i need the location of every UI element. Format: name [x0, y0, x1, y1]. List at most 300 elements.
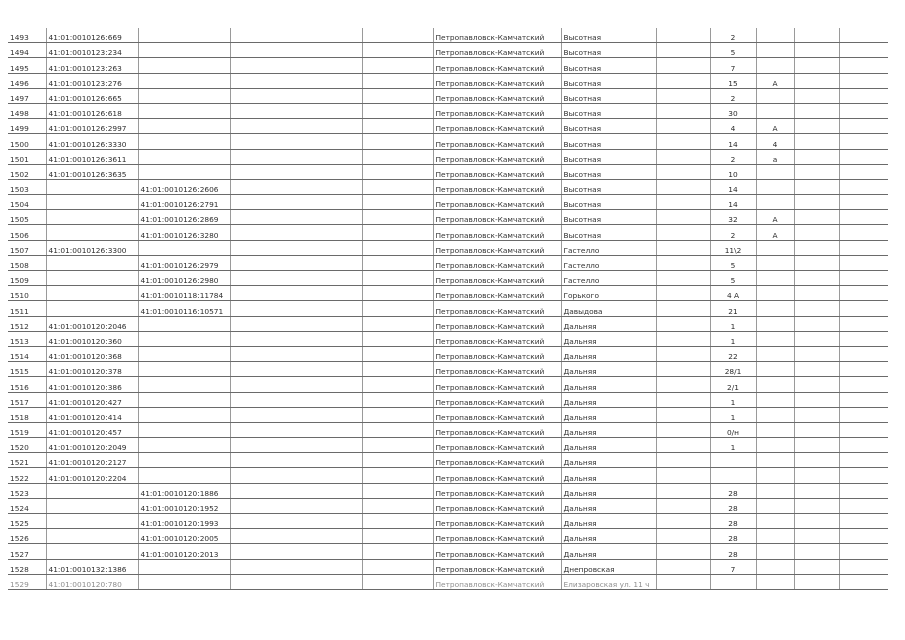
- row-number-cell: 1497: [8, 88, 46, 103]
- empty-cell: [362, 514, 433, 529]
- empty-cell: [656, 559, 710, 574]
- empty-cell: [656, 392, 710, 407]
- city-cell: Петропавловск-Камчатский: [433, 179, 561, 194]
- house-number-cell: 10: [710, 164, 756, 179]
- cadastral-number-cell: 41:01:0010120:414: [46, 407, 138, 422]
- house-number-cell: 1: [710, 316, 756, 331]
- table-row: [8, 468, 888, 483]
- cadastral-number-cell: [46, 255, 138, 270]
- cadastral-number-cell: [46, 529, 138, 544]
- empty-cell: [230, 43, 362, 58]
- cadastral-number-alt-cell: 41:01:0010126:2606: [138, 179, 230, 194]
- street-cell: Высотная: [561, 119, 656, 134]
- table-row: [8, 179, 888, 194]
- empty-cell: [839, 119, 888, 134]
- house-number-cell: 15: [710, 73, 756, 88]
- table-row: [8, 301, 888, 316]
- empty-cell: [794, 43, 839, 58]
- empty-cell: [230, 210, 362, 225]
- building-letter-cell: А: [756, 73, 794, 88]
- cadastral-number-alt-cell: 41:01:0010120:1952: [138, 498, 230, 513]
- table-row: [8, 73, 888, 88]
- building-letter-cell: [756, 377, 794, 392]
- cadastral-number-alt-cell: 41:01:0010120:2005: [138, 529, 230, 544]
- city-cell: Петропавловск-Камчатский: [433, 346, 561, 361]
- empty-cell: [656, 468, 710, 483]
- city-cell: Петропавловск-Камчатский: [433, 88, 561, 103]
- cadastral-number-cell: 41:01:0010126:618: [46, 103, 138, 118]
- empty-cell: [839, 438, 888, 453]
- empty-cell: [362, 255, 433, 270]
- house-number-cell: 14: [710, 134, 756, 149]
- building-letter-cell: А: [756, 119, 794, 134]
- cadastral-number-cell: 41:01:0010120:2204: [46, 468, 138, 483]
- cadastral-number-alt-cell: [138, 103, 230, 118]
- cadastral-number-cell: 41:01:0010126:3300: [46, 240, 138, 255]
- cadastral-number-cell: [46, 483, 138, 498]
- building-letter-cell: [756, 88, 794, 103]
- building-letter-cell: [756, 559, 794, 574]
- city-cell: Петропавловск-Камчатский: [433, 392, 561, 407]
- city-cell: Петропавловск-Камчатский: [433, 43, 561, 58]
- street-cell: Дальняя: [561, 346, 656, 361]
- empty-cell: [230, 286, 362, 301]
- cadastral-number-alt-cell: [138, 316, 230, 331]
- empty-cell: [794, 271, 839, 286]
- empty-cell: [362, 301, 433, 316]
- empty-cell: [839, 331, 888, 346]
- cadastral-number-cell: 41:01:0010132:1386: [46, 559, 138, 574]
- cadastral-number-cell: 41:01:0010126:2997: [46, 119, 138, 134]
- row-number-cell: 1517: [8, 392, 46, 407]
- house-number-cell: [710, 468, 756, 483]
- empty-cell: [230, 103, 362, 118]
- empty-cell: [362, 179, 433, 194]
- table-row: [8, 316, 888, 331]
- empty-cell: [839, 195, 888, 210]
- empty-cell: [839, 498, 888, 513]
- empty-cell: [839, 255, 888, 270]
- row-number-cell: 1499: [8, 119, 46, 134]
- row-number-cell: 1498: [8, 103, 46, 118]
- city-cell: Петропавловск-Камчатский: [433, 498, 561, 513]
- row-number-cell: 1501: [8, 149, 46, 164]
- empty-cell: [794, 195, 839, 210]
- house-number-cell: 1: [710, 407, 756, 422]
- empty-cell: [794, 58, 839, 73]
- row-number-cell: 1494: [8, 43, 46, 58]
- empty-cell: [230, 574, 362, 589]
- house-number-cell: 28: [710, 483, 756, 498]
- empty-cell: [656, 301, 710, 316]
- empty-cell: [839, 58, 888, 73]
- empty-cell: [230, 377, 362, 392]
- table-row: [8, 88, 888, 103]
- house-number-cell: 21: [710, 301, 756, 316]
- empty-cell: [839, 149, 888, 164]
- cadastral-number-alt-cell: [138, 574, 230, 589]
- empty-cell: [794, 119, 839, 134]
- empty-cell: [839, 544, 888, 559]
- row-number-cell: 1509: [8, 271, 46, 286]
- empty-cell: [230, 453, 362, 468]
- empty-cell: [839, 301, 888, 316]
- table-row: [8, 498, 888, 513]
- empty-cell: [839, 316, 888, 331]
- empty-cell: [362, 164, 433, 179]
- empty-cell: [656, 271, 710, 286]
- table-row: [8, 362, 888, 377]
- cadastral-number-cell: [46, 286, 138, 301]
- cadastral-number-cell: 41:01:0010126:665: [46, 88, 138, 103]
- empty-cell: [656, 164, 710, 179]
- street-cell: Высотная: [561, 225, 656, 240]
- empty-cell: [230, 498, 362, 513]
- cadastral-number-cell: 41:01:0010126:3635: [46, 164, 138, 179]
- empty-cell: [656, 286, 710, 301]
- building-letter-cell: [756, 514, 794, 529]
- cadastral-number-cell: 41:01:0010120:457: [46, 422, 138, 437]
- empty-cell: [794, 514, 839, 529]
- empty-cell: [230, 195, 362, 210]
- row-number-cell: 1512: [8, 316, 46, 331]
- table-row: [8, 149, 888, 164]
- house-number-cell: 0/н: [710, 422, 756, 437]
- table-row: [8, 544, 888, 559]
- table-row: [8, 483, 888, 498]
- street-cell: Высотная: [561, 88, 656, 103]
- cadastral-number-cell: 41:01:0010120:427: [46, 392, 138, 407]
- empty-cell: [794, 28, 839, 43]
- empty-cell: [839, 362, 888, 377]
- city-cell: Петропавловск-Камчатский: [433, 377, 561, 392]
- city-cell: Петропавловск-Камчатский: [433, 529, 561, 544]
- empty-cell: [230, 73, 362, 88]
- table-row: [8, 225, 888, 240]
- empty-cell: [362, 58, 433, 73]
- empty-cell: [656, 179, 710, 194]
- empty-cell: [839, 453, 888, 468]
- empty-cell: [794, 255, 839, 270]
- building-letter-cell: [756, 331, 794, 346]
- cadastral-number-alt-cell: [138, 559, 230, 574]
- house-number-cell: 5: [710, 271, 756, 286]
- cadastral-number-alt-cell: 41:01:0010126:2791: [138, 195, 230, 210]
- house-number-cell: 22: [710, 346, 756, 361]
- street-cell: Елизаровская ул. 11 ч: [561, 574, 656, 589]
- empty-cell: [839, 73, 888, 88]
- row-number-cell: 1519: [8, 422, 46, 437]
- empty-cell: [230, 316, 362, 331]
- empty-cell: [656, 43, 710, 58]
- empty-cell: [839, 134, 888, 149]
- cadastral-number-cell: [46, 514, 138, 529]
- street-cell: Дальняя: [561, 514, 656, 529]
- cadastral-number-alt-cell: [138, 407, 230, 422]
- building-letter-cell: [756, 422, 794, 437]
- empty-cell: [230, 438, 362, 453]
- table-row: [8, 134, 888, 149]
- empty-cell: [794, 149, 839, 164]
- empty-cell: [230, 483, 362, 498]
- empty-cell: [839, 286, 888, 301]
- empty-cell: [656, 195, 710, 210]
- empty-cell: [794, 468, 839, 483]
- building-letter-cell: [756, 468, 794, 483]
- city-cell: Петропавловск-Камчатский: [433, 210, 561, 225]
- row-number-cell: 1526: [8, 529, 46, 544]
- empty-cell: [794, 498, 839, 513]
- building-letter-cell: [756, 58, 794, 73]
- house-number-cell: 2: [710, 149, 756, 164]
- street-cell: Дальняя: [561, 362, 656, 377]
- table-row: [8, 210, 888, 225]
- city-cell: Петропавловск-Камчатский: [433, 149, 561, 164]
- building-letter-cell: [756, 529, 794, 544]
- city-cell: Петропавловск-Камчатский: [433, 164, 561, 179]
- table-row: [8, 453, 888, 468]
- cadastral-number-alt-cell: [138, 119, 230, 134]
- cadastral-number-cell: [46, 179, 138, 194]
- empty-cell: [839, 559, 888, 574]
- cadastral-number-cell: 41:01:0010123:263: [46, 58, 138, 73]
- cadastral-number-alt-cell: [138, 58, 230, 73]
- empty-cell: [362, 483, 433, 498]
- cadastral-number-alt-cell: 41:01:0010116:10571: [138, 301, 230, 316]
- city-cell: Петропавловск-Камчатский: [433, 58, 561, 73]
- empty-cell: [839, 377, 888, 392]
- empty-cell: [794, 453, 839, 468]
- empty-cell: [362, 574, 433, 589]
- empty-cell: [362, 422, 433, 437]
- building-letter-cell: [756, 407, 794, 422]
- empty-cell: [839, 164, 888, 179]
- street-cell: Давыдова: [561, 301, 656, 316]
- empty-cell: [794, 346, 839, 361]
- house-number-cell: 28/1: [710, 362, 756, 377]
- empty-cell: [230, 407, 362, 422]
- city-cell: Петропавловск-Камчатский: [433, 28, 561, 43]
- cadastral-number-alt-cell: 41:01:0010126:2980: [138, 271, 230, 286]
- table-row: [8, 559, 888, 574]
- cadastral-number-alt-cell: [138, 422, 230, 437]
- empty-cell: [362, 316, 433, 331]
- empty-cell: [230, 544, 362, 559]
- house-number-cell: 7: [710, 559, 756, 574]
- empty-cell: [656, 58, 710, 73]
- street-cell: Дальняя: [561, 438, 656, 453]
- street-cell: Высотная: [561, 179, 656, 194]
- empty-cell: [794, 103, 839, 118]
- house-number-cell: 28: [710, 529, 756, 544]
- empty-cell: [362, 392, 433, 407]
- row-number-cell: 1515: [8, 362, 46, 377]
- empty-cell: [362, 28, 433, 43]
- empty-cell: [839, 392, 888, 407]
- empty-cell: [362, 149, 433, 164]
- empty-cell: [362, 88, 433, 103]
- building-letter-cell: [756, 301, 794, 316]
- house-number-cell: 5: [710, 43, 756, 58]
- cadastral-number-cell: 41:01:0010120:386: [46, 377, 138, 392]
- street-cell: Дальняя: [561, 331, 656, 346]
- row-number-cell: 1528: [8, 559, 46, 574]
- street-cell: Высотная: [561, 103, 656, 118]
- empty-cell: [794, 331, 839, 346]
- empty-cell: [362, 468, 433, 483]
- building-letter-cell: а: [756, 149, 794, 164]
- empty-cell: [656, 88, 710, 103]
- table-row: [8, 392, 888, 407]
- empty-cell: [362, 119, 433, 134]
- empty-cell: [794, 362, 839, 377]
- table-row: [8, 240, 888, 255]
- table-row: [8, 103, 888, 118]
- empty-cell: [656, 331, 710, 346]
- cadastral-number-alt-cell: [138, 28, 230, 43]
- table-row: [8, 119, 888, 134]
- table-row: [8, 438, 888, 453]
- cadastral-number-alt-cell: [138, 149, 230, 164]
- building-letter-cell: [756, 544, 794, 559]
- empty-cell: [794, 134, 839, 149]
- row-number-cell: 1505: [8, 210, 46, 225]
- empty-cell: [230, 58, 362, 73]
- empty-cell: [839, 529, 888, 544]
- cadastral-number-cell: [46, 301, 138, 316]
- city-cell: Петропавловск-Камчатский: [433, 316, 561, 331]
- house-number-cell: 5: [710, 255, 756, 270]
- empty-cell: [839, 468, 888, 483]
- cadastral-number-cell: 41:01:0010120:780: [46, 574, 138, 589]
- empty-cell: [230, 392, 362, 407]
- empty-cell: [230, 514, 362, 529]
- empty-cell: [656, 574, 710, 589]
- street-cell: Горького: [561, 286, 656, 301]
- house-number-cell: 11\2: [710, 240, 756, 255]
- table-row: [8, 164, 888, 179]
- city-cell: Петропавловск-Камчатский: [433, 574, 561, 589]
- empty-cell: [656, 210, 710, 225]
- house-number-cell: 2/1: [710, 377, 756, 392]
- empty-cell: [656, 73, 710, 88]
- city-cell: Петропавловск-Камчатский: [433, 407, 561, 422]
- table-row: [8, 377, 888, 392]
- building-letter-cell: [756, 240, 794, 255]
- cadastral-number-alt-cell: [138, 134, 230, 149]
- table-row: [8, 574, 888, 589]
- house-number-cell: 28: [710, 498, 756, 513]
- street-cell: Гастелло: [561, 255, 656, 270]
- street-cell: Высотная: [561, 58, 656, 73]
- empty-cell: [362, 73, 433, 88]
- building-letter-cell: [756, 286, 794, 301]
- building-letter-cell: [756, 483, 794, 498]
- house-number-cell: [710, 574, 756, 589]
- street-cell: Высотная: [561, 164, 656, 179]
- table-row: [8, 346, 888, 361]
- empty-cell: [656, 483, 710, 498]
- cadastral-number-alt-cell: 41:01:0010120:2013: [138, 544, 230, 559]
- street-cell: Днепровская: [561, 559, 656, 574]
- empty-cell: [794, 392, 839, 407]
- empty-cell: [656, 28, 710, 43]
- row-number-cell: 1522: [8, 468, 46, 483]
- street-cell: Высотная: [561, 43, 656, 58]
- cadastral-number-cell: 41:01:0010126:3330: [46, 134, 138, 149]
- table-row: [8, 43, 888, 58]
- empty-cell: [230, 225, 362, 240]
- street-cell: Дальняя: [561, 544, 656, 559]
- building-letter-cell: [756, 453, 794, 468]
- city-cell: Петропавловск-Камчатский: [433, 225, 561, 240]
- empty-cell: [362, 103, 433, 118]
- city-cell: Петропавловск-Камчатский: [433, 103, 561, 118]
- street-cell: Высотная: [561, 28, 656, 43]
- row-number-cell: 1525: [8, 514, 46, 529]
- city-cell: Петропавловск-Камчатский: [433, 271, 561, 286]
- building-letter-cell: [756, 103, 794, 118]
- empty-cell: [839, 422, 888, 437]
- building-letter-cell: [756, 362, 794, 377]
- city-cell: Петропавловск-Камчатский: [433, 559, 561, 574]
- cadastral-number-cell: 41:01:0010126:669: [46, 28, 138, 43]
- table-row: [8, 407, 888, 422]
- building-letter-cell: [756, 438, 794, 453]
- building-letter-cell: [756, 179, 794, 194]
- empty-cell: [839, 179, 888, 194]
- empty-cell: [230, 362, 362, 377]
- cadastral-number-cell: [46, 498, 138, 513]
- street-cell: Дальняя: [561, 392, 656, 407]
- building-letter-cell: 4: [756, 134, 794, 149]
- empty-cell: [794, 179, 839, 194]
- cadastral-number-cell: 41:01:0010120:360: [46, 331, 138, 346]
- street-cell: Дальняя: [561, 422, 656, 437]
- empty-cell: [362, 559, 433, 574]
- empty-cell: [656, 377, 710, 392]
- empty-cell: [656, 346, 710, 361]
- building-letter-cell: [756, 164, 794, 179]
- city-cell: Петропавловск-Камчатский: [433, 438, 561, 453]
- empty-cell: [362, 331, 433, 346]
- empty-cell: [656, 544, 710, 559]
- row-number-cell: 1527: [8, 544, 46, 559]
- row-number-cell: 1503: [8, 179, 46, 194]
- registry-table: [8, 28, 888, 590]
- empty-cell: [839, 574, 888, 589]
- row-number-cell: 1495: [8, 58, 46, 73]
- empty-cell: [362, 195, 433, 210]
- empty-cell: [230, 271, 362, 286]
- cadastral-number-alt-cell: [138, 438, 230, 453]
- row-number-cell: 1520: [8, 438, 46, 453]
- empty-cell: [656, 119, 710, 134]
- empty-cell: [362, 346, 433, 361]
- city-cell: Петропавловск-Камчатский: [433, 195, 561, 210]
- row-number-cell: 1508: [8, 255, 46, 270]
- building-letter-cell: [756, 195, 794, 210]
- house-number-cell: 1: [710, 438, 756, 453]
- empty-cell: [230, 88, 362, 103]
- empty-cell: [839, 88, 888, 103]
- building-letter-cell: А: [756, 210, 794, 225]
- street-cell: Дальняя: [561, 453, 656, 468]
- empty-cell: [230, 468, 362, 483]
- table-body: [8, 28, 888, 589]
- house-number-cell: 1: [710, 331, 756, 346]
- empty-cell: [230, 164, 362, 179]
